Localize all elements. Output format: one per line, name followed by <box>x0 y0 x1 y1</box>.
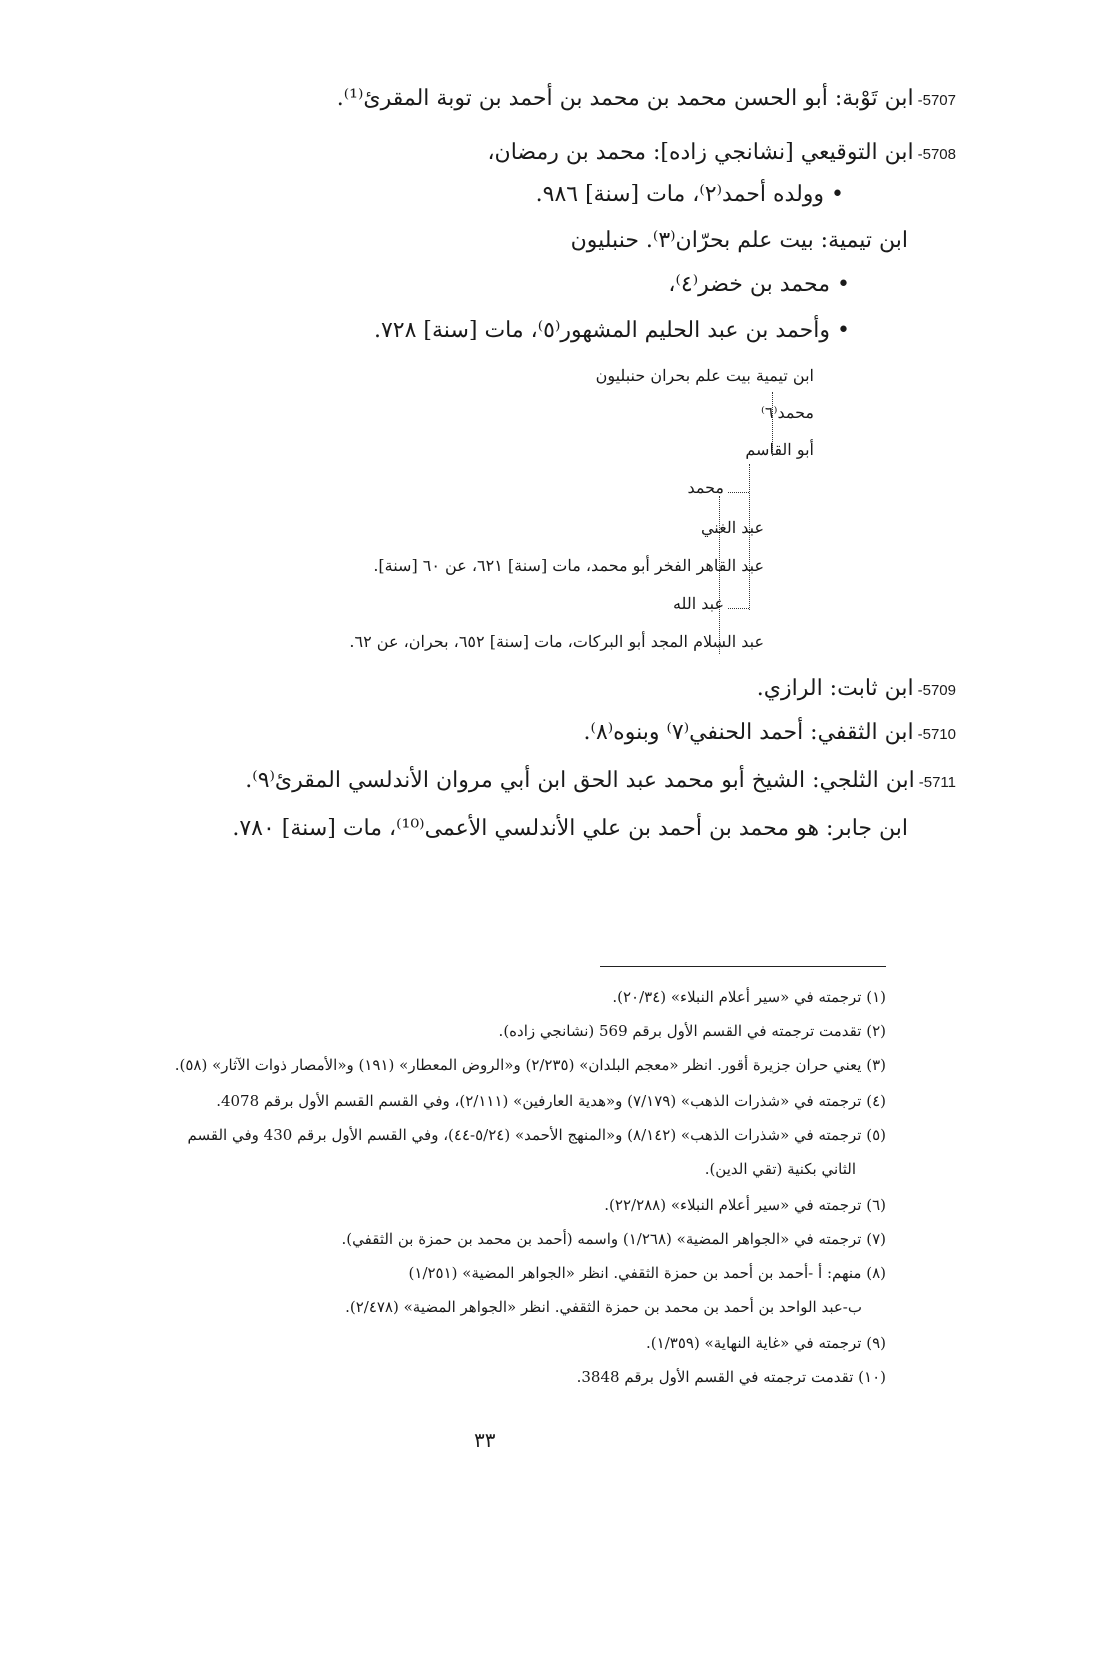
footnote-5-cont: الثاني بكنية (تقي الدين). <box>704 1160 856 1178</box>
tree-title: ابن تيمية بيت علم بحران حنبليون <box>595 366 814 385</box>
footnote-9: (٩) ترجمته في «غاية النهاية» (١/٣٥٩). <box>646 1334 886 1352</box>
footnote-10: (١٠) تقدمت ترجمته في القسم الأول برقم 3848. <box>576 1368 886 1386</box>
tree-connector <box>772 392 773 456</box>
footnote-5: (٥) ترجمته في «شذرات الذهب» (٨/١٤٢) و«المنهج الأحمد» (٥/٢٤-٤٤)، وفي القسم الأول برقم 430 وفي القسم <box>187 1126 886 1144</box>
entry-ibn-taymiyya: ابن تيمية: بيت علم بحرّان⁽٣⁾. حنبليون <box>570 228 908 253</box>
footnote-8: (٨) منهم: أ -أحمد بن أحمد بن حمزة الثقفي. انظر «الجواهر المضية» (١/٢٥١) <box>408 1264 886 1282</box>
entry-ahmad-abd-halim: • وأحمد بن عبد الحليم المشهور⁽٥⁾، مات [سنة] ٧٢٨. <box>373 318 850 343</box>
tree-connector <box>728 608 749 609</box>
footnote-8b: ب-عبد الواحد بن أحمد بن محمد بن حمزة الثقفي. انظر «الجواهر المضية» (٢/٤٧٨). <box>345 1298 862 1316</box>
entry-muhammad-khidr: • محمد بن خضر⁽٤⁾، <box>668 272 850 297</box>
tree-connector <box>719 496 720 654</box>
tree-connector <box>728 492 749 493</box>
tree-node-abd-salam: عبد السلام المجد أبو البركات، مات [سنة] ٦٥٢، بحران، عن ٦٢. <box>349 632 764 651</box>
tree-connector <box>749 464 750 610</box>
footnote-3: (٣) يعني حران جزيرة أقور. انظر «معجم البلدان» (٢/٢٣٥) و«الروض المعطار» (١٩١) و«الأمصار ذوات الآثار» (٥٨). <box>174 1056 886 1074</box>
tree-node-abu-qasim: أبو القاسم <box>745 440 814 459</box>
footnote-6: (٦) ترجمته في «سير أعلام النبلاء» (٢٢/٢٨٨). <box>604 1196 886 1214</box>
entry-5707: 5707-ابن تَوْبة: أبو الحسن محمد بن محمد بن أحمد بن توبة المقرئ⁽¹⁾. <box>336 86 956 111</box>
entry-5711: 5711-ابن الثلجي: الشيخ أبو محمد عبد الحق ابن أبي مروان الأندلسي المقرئ⁽٩⁾. <box>245 768 956 793</box>
entry-5708-son: • وولده أحمد⁽٢⁾، مات [سنة] ٩٨٦. <box>535 182 844 207</box>
tree-node-muhammad: محمد⁽٦⁾ <box>760 403 814 422</box>
footnote-separator <box>600 966 886 967</box>
footnote-2: (٢) تقدمت ترجمته في القسم الأول برقم 569 (نشانجي زاده). <box>498 1022 886 1040</box>
tree-node-abd-qahir: عبد القاهر الفخر أبو محمد، مات [سنة] ٦٢١، عن ٦٠ [سنة]. <box>373 556 764 575</box>
entry-5709: 5709-ابن ثابت: الرازي. <box>756 676 956 701</box>
tree-node-abd-allah: عبد الله <box>672 594 724 613</box>
tree-node-abd-ghani: عبد الغني <box>700 518 764 537</box>
footnote-1: (١) ترجمته في «سير أعلام النبلاء» (٢٠/٣٤). <box>612 988 886 1006</box>
entry-5708: 5708-ابن التوقيعي [نشانجي زاده]: محمد بن رمضان، <box>487 140 956 165</box>
entry-5710: 5710-ابن الثقفي: أحمد الحنفي⁽٧⁾ وبنوه⁽٨⁾. <box>583 720 956 745</box>
entry-ibn-jabir: ابن جابر: هو محمد بن أحمد بن علي الأندلسي الأعمى⁽¹⁰⁾، مات [سنة] ٧٨٠. <box>232 816 908 841</box>
tree-node-muhammad-2: محمد <box>687 478 724 497</box>
footnote-4: (٤) ترجمته في «شذرات الذهب» (٧/١٧٩) و«هدية العارفين» (٢/١١١)، وفي القسم القسم الأول برقم 4078. <box>216 1092 886 1110</box>
page-number: ٣٣ <box>474 1428 496 1452</box>
footnote-7: (٧) ترجمته في «الجواهر المضية» (١/٢٦٨) واسمه (أحمد بن محمد بن حمزة بن الثقفي). <box>341 1230 886 1248</box>
